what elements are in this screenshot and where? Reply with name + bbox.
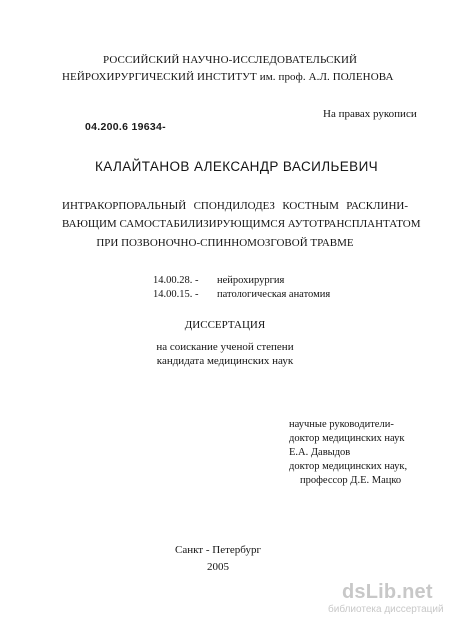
watermark-logo: dsLib.net	[342, 581, 433, 603]
author-name: КАЛАЙТАНОВ АЛЕКСАНДР ВАСИЛЬЕВИЧ	[95, 159, 379, 174]
supervisor-name: профессор Д.Е. Мацко	[300, 475, 402, 486]
registration-stamp: 04.200.6 19634-	[85, 121, 166, 133]
city: Санкт - Петербург	[175, 544, 261, 556]
supervisor-title: доктор медицинских наук	[289, 433, 405, 444]
watermark	[328, 581, 446, 621]
specialty-code: 14.00.15. -	[153, 289, 199, 300]
institution-name-line1: РОССИЙСКИЙ НАУЧНО-ИССЛЕДОВАТЕЛЬСКИЙ	[103, 54, 358, 66]
supervisor-title: доктор медицинских наук,	[289, 461, 408, 472]
dissertation-title-line1: ИНТРАКОРПОРАЛЬНЫЙ СПОНДИЛОДЕЗ КОСТНЫМ РАСКЛИНИ-	[62, 200, 408, 212]
degree-line2: кандидата медицинских наук	[156, 355, 294, 367]
specialty-name: патологическая анатомия	[217, 289, 331, 300]
specialty-code: 14.00.28. -	[153, 275, 199, 286]
dissertation-label: ДИССЕРТАЦИЯ	[184, 319, 266, 331]
institution-name-line2: НЕЙРОХИРУРГИЧЕСКИЙ ИНСТИТУТ им. проф. А.Л. ПОЛЕНОВА	[62, 71, 394, 83]
watermark-subtitle: библиотека диссертаций	[328, 604, 444, 615]
rights-note: На правах рукописи	[323, 108, 417, 120]
dissertation-title-line3: ПРИ ПОЗВОНОЧНО-СПИННОМОЗГОВОЙ ТРАВМЕ	[96, 237, 354, 249]
supervisors-heading: научные руководители-	[289, 419, 394, 430]
year: 2005	[207, 561, 229, 573]
supervisor-name: Е.А. Давыдов	[289, 447, 351, 458]
dissertation-title-line2: ВАЮЩИМ САМОСТАБИЛИЗИРУЮЩИМСЯ АУТОТРАНСПЛАНТАТОМ	[62, 218, 421, 230]
specialty-name: нейрохирургия	[217, 275, 285, 286]
degree-line1: на соискание ученой степени	[156, 341, 294, 353]
